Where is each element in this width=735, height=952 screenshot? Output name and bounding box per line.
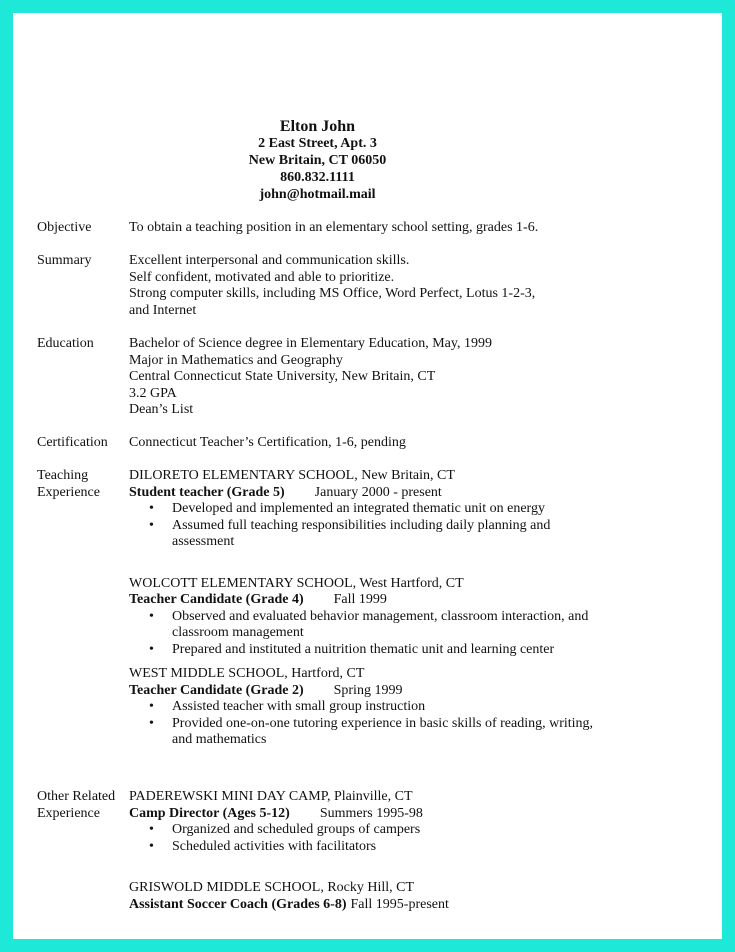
resume-page	[13, 13, 722, 939]
summary-line: Excellent interpersonal and communication skills.	[129, 253, 410, 268]
job-role-line	[129, 897, 599, 914]
job-bullet: • Organized and scheduled groups of campers	[129, 822, 599, 839]
objective-label: Objective	[37, 220, 92, 235]
job-school: GRISWOLD MIDDLE SCHOOL, Rocky Hill, CT	[129, 880, 415, 895]
job-bullet: • Observed and evaluated behavior management, classroom interaction, and classroom management	[129, 609, 599, 642]
teaching-label-line: Teaching	[37, 468, 89, 483]
street-address: 2 East Street, Apt. 3	[258, 136, 377, 151]
job-date: Spring 1999	[333, 682, 403, 698]
teaching-experience-label	[37, 468, 129, 501]
job-role: Assistant Soccer Coach (Grades 6-8)	[129, 896, 347, 912]
education-line: Bachelor of Science degree in Elementary Education, May, 1999	[129, 336, 492, 351]
job-entry	[129, 576, 599, 659]
other-experience-label	[37, 789, 129, 822]
job-role-line	[129, 485, 599, 502]
job-bullets	[129, 609, 599, 659]
summary-line: Self confident, motivated and able to prioritize.	[129, 269, 395, 285]
job-school: DILORETO ELEMENTARY SCHOOL, New Britain, CT	[129, 468, 455, 483]
job-entry	[129, 666, 599, 749]
job-date: Fall 1995-present	[350, 896, 449, 912]
other-label-line: Experience	[37, 805, 100, 821]
job-entry	[129, 880, 599, 913]
job-bullet: • Developed and implemented an integrated thematic unit on energy	[129, 501, 599, 518]
job-role-line	[129, 806, 599, 823]
teaching-label-line: Experience	[37, 484, 100, 500]
job-bullets	[129, 822, 599, 855]
summary-line: Strong computer skills, including MS Office, Word Perfect, Lotus 1-2-3,	[129, 286, 536, 301]
summary-content	[129, 253, 599, 319]
certification-label: Certification	[37, 435, 108, 450]
job-bullet: • Assumed full teaching responsibilities including daily planning and assessment	[129, 518, 599, 551]
job-role: Teacher Candidate (Grade 4)	[129, 592, 304, 607]
job-bullet: • Prepared and instituted a nuitrition thematic unit and learning center	[129, 642, 599, 659]
job-date: Summers 1995-98	[319, 805, 423, 821]
job-role: Student teacher (Grade 5)	[129, 484, 285, 500]
summary-line: and Internet	[129, 302, 197, 318]
job-bullets	[129, 501, 599, 551]
job-role-line	[129, 683, 599, 700]
job-entry	[129, 789, 599, 855]
education-content	[129, 336, 599, 419]
summary-label: Summary	[37, 253, 92, 268]
certification-text: Connecticut Teacher’s Certification, 1-6, pending	[129, 435, 406, 450]
applicant-name: Elton John	[279, 118, 356, 135]
other-label-line: Other Related	[37, 789, 116, 804]
city-state-zip: New Britain, CT 06050	[248, 153, 387, 168]
job-role: Teacher Candidate (Grade 2)	[129, 682, 304, 698]
education-line: Central Connecticut State University, New Britain, CT	[129, 369, 436, 384]
education-line: Dean’s List	[129, 402, 194, 417]
job-role-line	[129, 592, 599, 609]
education-label: Education	[37, 336, 94, 351]
job-school: WEST MIDDLE SCHOOL, Hartford, CT	[129, 666, 365, 681]
job-bullet: • Provided one-on-one tutoring experience in basic skills of reading, writing, and mathematics	[129, 716, 599, 749]
phone-number: 860.832.1111	[280, 170, 355, 185]
job-bullet: • Scheduled activities with facilitators	[129, 839, 599, 856]
job-school: PADEREWSKI MINI DAY CAMP, Plainville, CT	[129, 789, 413, 804]
objective-text: To obtain a teaching position in an elementary school setting, grades 1-6.	[129, 220, 539, 235]
email-address: john@hotmail.mail	[259, 187, 376, 202]
other-jobs	[129, 789, 599, 913]
job-date: Fall 1999	[333, 592, 387, 607]
job-entry	[129, 468, 599, 551]
job-bullet: • Assisted teacher with small group instruction	[129, 699, 599, 716]
job-date: January 2000 - present	[314, 484, 442, 500]
education-line: Major in Mathematics and Geography	[129, 352, 343, 368]
job-role: Camp Director (Ages 5-12)	[129, 805, 290, 821]
job-bullets	[129, 699, 599, 749]
job-school: WOLCOTT ELEMENTARY SCHOOL, West Hartford, CT	[129, 575, 464, 591]
education-line: 3.2 GPA	[129, 385, 177, 401]
teaching-jobs	[129, 468, 599, 749]
contact-header	[13, 118, 622, 203]
